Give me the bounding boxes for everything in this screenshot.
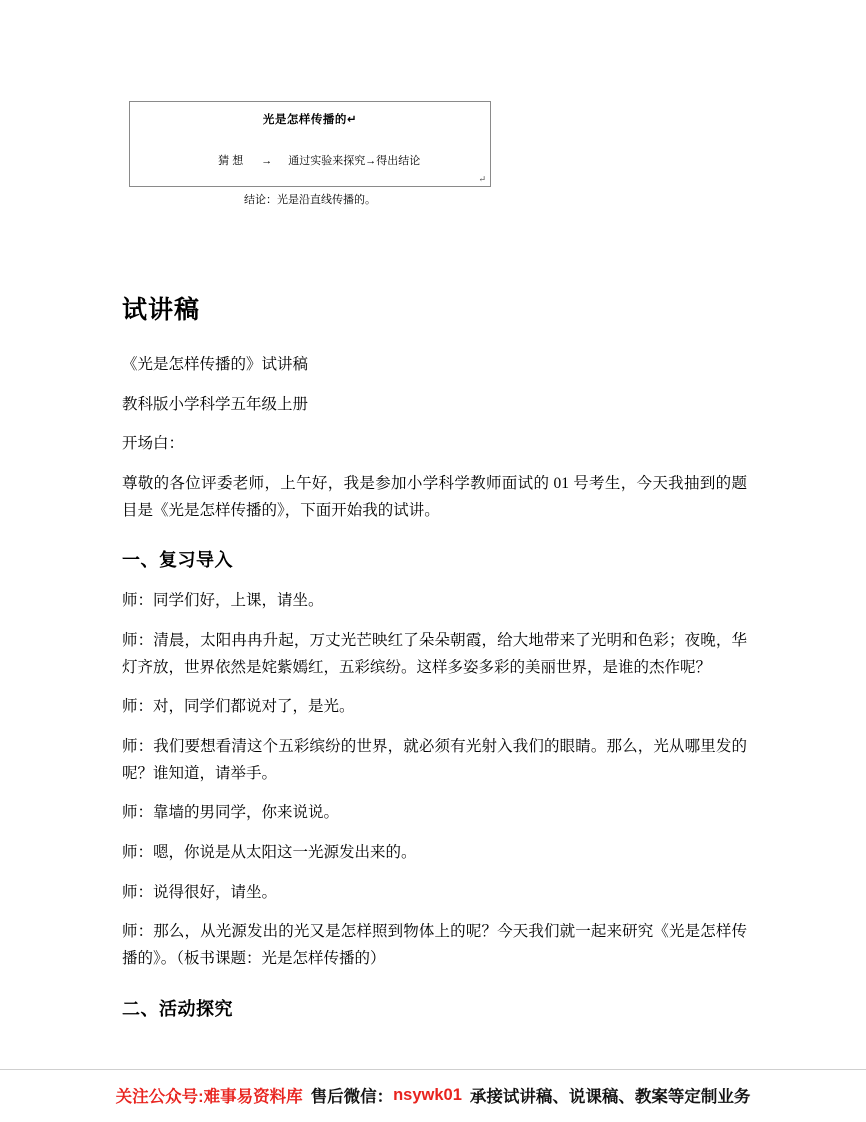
blackboard-design-figure (129, 101, 491, 206)
paragraph: 师：对，同学们都说对了，是光。 (122, 698, 355, 716)
board-title-text: 光是怎样传播的 (262, 114, 347, 126)
board-step-conclude: 得出结论 (376, 155, 421, 167)
board-flow-row (130, 140, 490, 180)
page-title: 试讲稿 (122, 297, 201, 324)
board-corner-mark: ↵ (478, 174, 486, 184)
board-arrow-2: → (365, 155, 377, 167)
board-conclusion: 结论：光是沿直线传播的。 (244, 194, 376, 206)
paragraph: 师：靠墙的男同学，你来说说。 (122, 804, 340, 822)
paragraph: 师：嗯，你说是从太阳这一光源发出来的。 (122, 843, 417, 861)
doc-line-subject: 《光是怎样传播的》试讲稿 (122, 356, 309, 373)
paragraph: 师：清晨，太阳冉冉升起，万丈光芒映红了朵朵朝霞，给大地带来了光明和色彩；夜晚，华灯齐放，世界依然是姹紫嫣红，五彩缤纷。这样多姿多彩的美丽世界，是谁的杰作呢？ (122, 631, 747, 676)
paragraph: 师：说得很好，请坐。 (122, 883, 278, 901)
banner-public-account: 关注公众号:难事易资料库 (115, 1088, 303, 1106)
doc-line-opening-text: 尊敬的各位评委老师，上午好，我是参加小学科学教师面试的 01 号考生，今天我抽到的题目是《光是怎样传播的》，下面开始我的试讲。 (122, 474, 747, 519)
document-body (122, 290, 747, 1037)
footer-promo-banner (0, 1078, 866, 1112)
footer-divider (0, 1069, 866, 1070)
banner-services: 承接试讲稿、说课稿、教案等定制业务 (469, 1088, 751, 1106)
banner-wechat-label: 售后微信： (310, 1088, 394, 1106)
section-heading-2: 二、活动探究 (122, 998, 233, 1019)
doc-line-textbook: 教科版小学科学五年级上册 (122, 395, 309, 413)
paragraph: 师：那么，从光源发出的光又是怎样照到物体上的呢？今天我们就一起来研究《光是怎样传播的》。（板书课题：光是怎样传播的） (122, 923, 747, 967)
banner-wechat-id: nsywk01 (393, 1085, 462, 1104)
section-heading-1: 一、复习导入 (122, 550, 233, 571)
paragraph: 师：同学们好，上课，请坐。 (122, 592, 324, 610)
board-arrow-1: → (261, 155, 273, 167)
doc-line-opening-label: 开场白： (122, 435, 185, 453)
paragraph: 师：我们要想看清这个五彩缤纷的世界，就必须有光射入我们的眼睛。那么，光从哪里发的呢？谁知道，请举手。 (122, 737, 747, 782)
board-title-mark: ↵ (346, 114, 358, 126)
board-step-explore: 通过实验来探究 (288, 155, 366, 167)
board-step-guess: 猜 想 (218, 155, 244, 167)
board-title (130, 111, 490, 127)
